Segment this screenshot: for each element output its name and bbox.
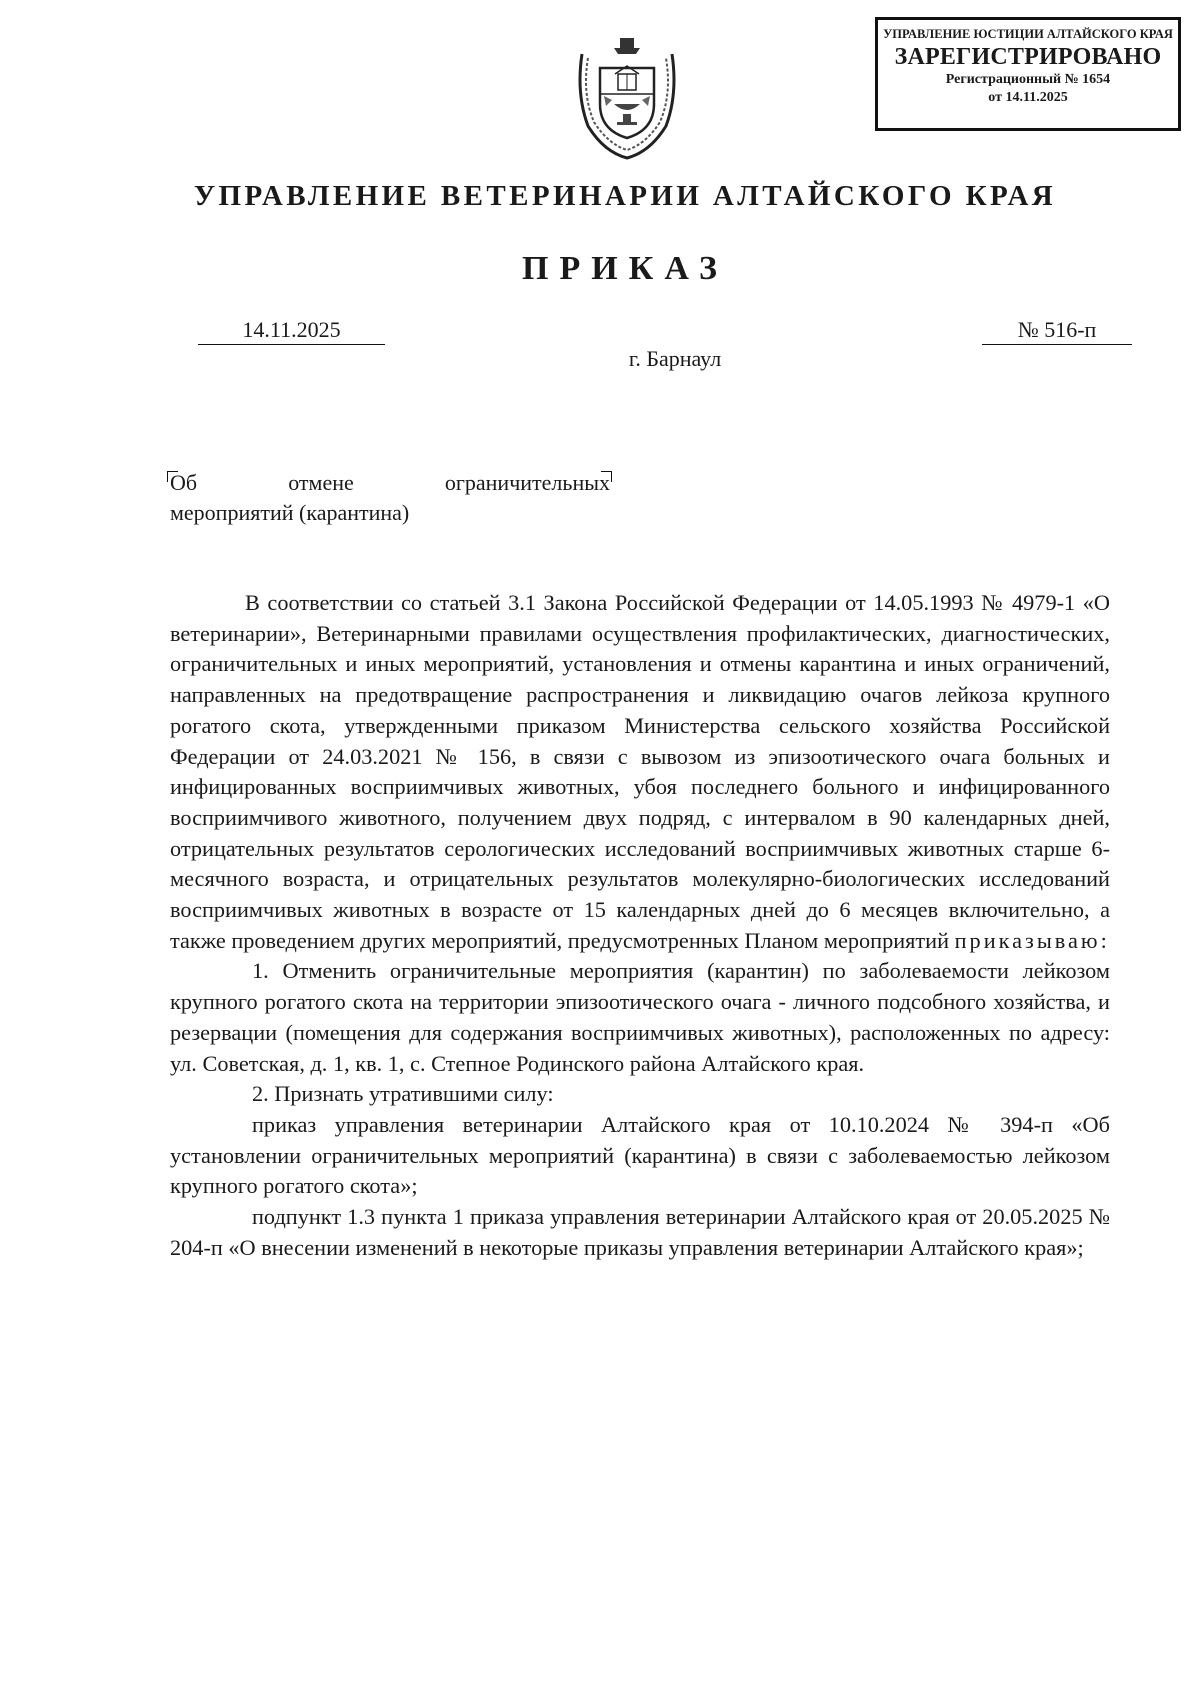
item-1-paragraph: 1. Отменить ограничительные мероприятия (карантин) по заболеваемости лейкозом крупного рогатого скота на территории эпизоотического очага - личного подсобного хозяйства, и резервации (помещения для содержания восприимчивых животных), расположенных по адресу: ул. Советская, д. 1, кв. 1, с. Степное Родинского района Алтайского края. bbox=[170, 958, 1110, 1076]
preamble-text: В соответствии со статьей 3.1 Закона Российской Федерации от 14.05.1993 № 4979-1 «О ветеринарии», Ветеринарными правилами осуществления профилактических, диагностических, ограничительных и иных мероприятий, установления и отмены карантина и иных ограничений, направленных на предотвращение распространения и ликвидацию очагов лейкоза крупного рогатого скота, утвержденными приказом Министерства сельского хозяйства Российской Федерации от 24.03.2021 № 156, в связи с вывозом из эпизоотического очага больных и инфицированных восприимчивых животных, убоя последнего больного и инфицированного восприимчивого животного, получением двух подряд, с интервалом в 90 календарных дней, отрицательных результатов серологических исследований восприимчивых животных старше 6-месячного возраста, и отрицательных результатов молекулярно-биологических исследований восприимчивых животных в возрасте от 15 календарных дней до 6 месяцев включительно, а также проведением других мероприятий, предусмотренных Планом мероприятий bbox=[170, 590, 1110, 953]
stamp-registration-number: Регистрационный № 1654 bbox=[945, 72, 1111, 87]
subject-word-2: отмене bbox=[288, 470, 354, 495]
item-2-title: 2. Признать утратившими силу: bbox=[252, 1081, 554, 1107]
subject-line-1 bbox=[170, 468, 610, 498]
preamble-paragraph bbox=[170, 588, 1110, 956]
stamp-status: ЗАРЕГИСТРИРОВАНО bbox=[894, 44, 1162, 70]
order-number: № 516-п bbox=[982, 316, 1132, 345]
coat-of-arms-emblem bbox=[568, 34, 686, 162]
order-city: г. Барнаул bbox=[628, 346, 722, 371]
item-2-clause-b: подпункт 1.3 пункта 1 приказа управления ветеринарии Алтайского края от 20.05.2025 № 204-п «О внесении изменений в некоторые приказы управления ветеринарии Алтайского края»; bbox=[170, 1204, 1110, 1260]
agency-title: УПРАВЛЕНИЕ ВЕТЕРИНАРИИ АЛТАЙСКОГО КРАЯ bbox=[193, 180, 1057, 212]
order-body bbox=[170, 588, 1110, 1263]
subject-line-2: мероприятий (карантина) bbox=[170, 500, 410, 525]
stamp-registration-date: от 14.11.2025 bbox=[988, 90, 1068, 105]
subject-corner-right-mark bbox=[601, 471, 612, 482]
subject-corner-left-mark bbox=[167, 471, 178, 482]
order-subject bbox=[170, 468, 610, 528]
document-type: ПРИКАЗ bbox=[522, 250, 728, 287]
command-word: приказываю: bbox=[954, 927, 1110, 953]
order-date: 14.11.2025 bbox=[198, 316, 385, 345]
subject-word-3: ограничительных bbox=[444, 470, 610, 495]
item-2-clause-a: приказ управления ветеринарии Алтайского края от 10.10.2024 № 394-п «Об установлении ограничительных мероприятий (карантина) в связи с заболеваемостью лейкозом крупного рогатого скота»; bbox=[170, 1111, 1110, 1199]
subject-word-1: Об bbox=[170, 470, 198, 495]
registration-stamp bbox=[875, 17, 1181, 131]
stamp-organization: УПРАВЛЕНИЕ ЮСТИЦИИ АЛТАЙСКОГО КРАЯ bbox=[883, 27, 1173, 41]
